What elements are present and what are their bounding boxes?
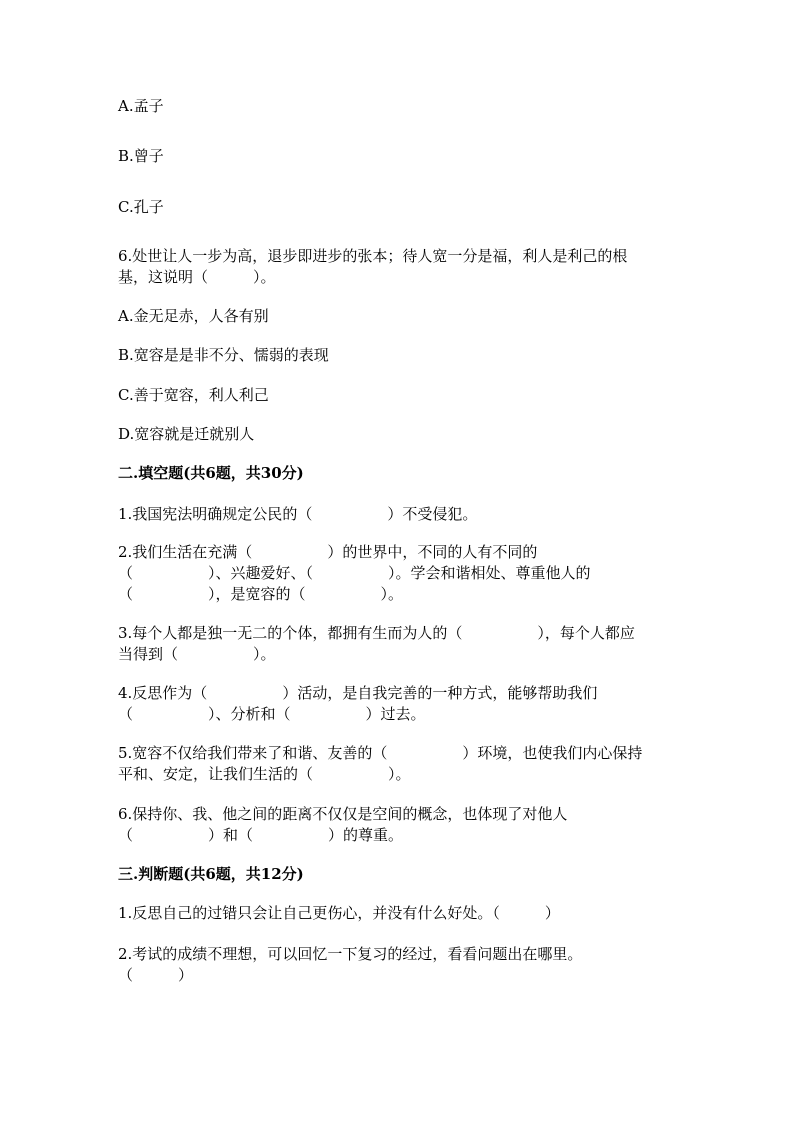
fill-q1-line-1: 1.我国宪法明确规定公民的（ ）不受侵犯。: [118, 505, 478, 523]
judge-q2-line-1: 2.考试的成绩不理想，可以回忆一下复习的经过，看看问题出在哪里。: [118, 945, 583, 963]
question-6-option-a: A.金无足赤，人各有别: [118, 307, 269, 325]
question-6-stem-line-2: 基，这说明（ ）。: [118, 268, 276, 286]
option-c: C.孔子: [118, 198, 164, 216]
fill-q4-line-2: （ ）、分析和（ ）过去。: [118, 705, 426, 723]
fill-q2-line-3: （ ），是宽容的（ ）。: [118, 585, 404, 603]
option-b: B.曾子: [118, 147, 164, 165]
fill-q3-line-1: 3.每个人都是独一无二的个体，都拥有生而为人的（ ），每个人都应: [118, 624, 635, 642]
judge-q1-line-1: 1.反思自己的过错只会让自己更伤心，并没有什么好处。（ ）: [118, 904, 560, 922]
fill-q5-line-1: 5.宽容不仅给我们带来了和谐、友善的（ ）环境，也使我们内心保持: [118, 744, 643, 762]
judge-q2-line-2: （ ）: [118, 966, 194, 984]
fill-q6-line-2: （ ）和（ ）的尊重。: [118, 826, 404, 844]
question-6-stem-line-1: 6.处世让人一步为高，退步即进步的张本；待人宽一分是福，利人是利己的根: [118, 247, 628, 265]
fill-q6-line-1: 6.保持你、我、他之间的距离不仅仅是空间的概念，也体现了对他人: [118, 805, 568, 823]
fill-q2-line-1: 2.我们生活在充满（ ）的世界中，不同的人有不同的: [118, 543, 538, 561]
section-2-heading: 二.填空题(共6题，共30分): [118, 464, 304, 482]
fill-q3-line-2: 当得到（ ）。: [118, 645, 276, 663]
section-3-heading: 三.判断题(共6题，共12分): [118, 865, 304, 883]
question-6-option-c: C.善于宽容，利人利己: [118, 386, 269, 404]
question-6-option-d: D.宽容就是迁就别人: [118, 425, 255, 443]
fill-q2-line-2: （ ）、兴趣爱好、（ ）。学会和谐相处、尊重他人的: [118, 564, 591, 582]
question-6-option-b: B.宽容是是非不分、懦弱的表现: [118, 346, 329, 364]
option-a: A.孟子: [118, 97, 164, 115]
fill-q5-line-2: 平和、安定，让我们生活的（ ）。: [118, 765, 411, 783]
fill-q4-line-1: 4.反思作为（ ）活动，是自我完善的一种方式，能够帮助我们: [118, 684, 598, 702]
